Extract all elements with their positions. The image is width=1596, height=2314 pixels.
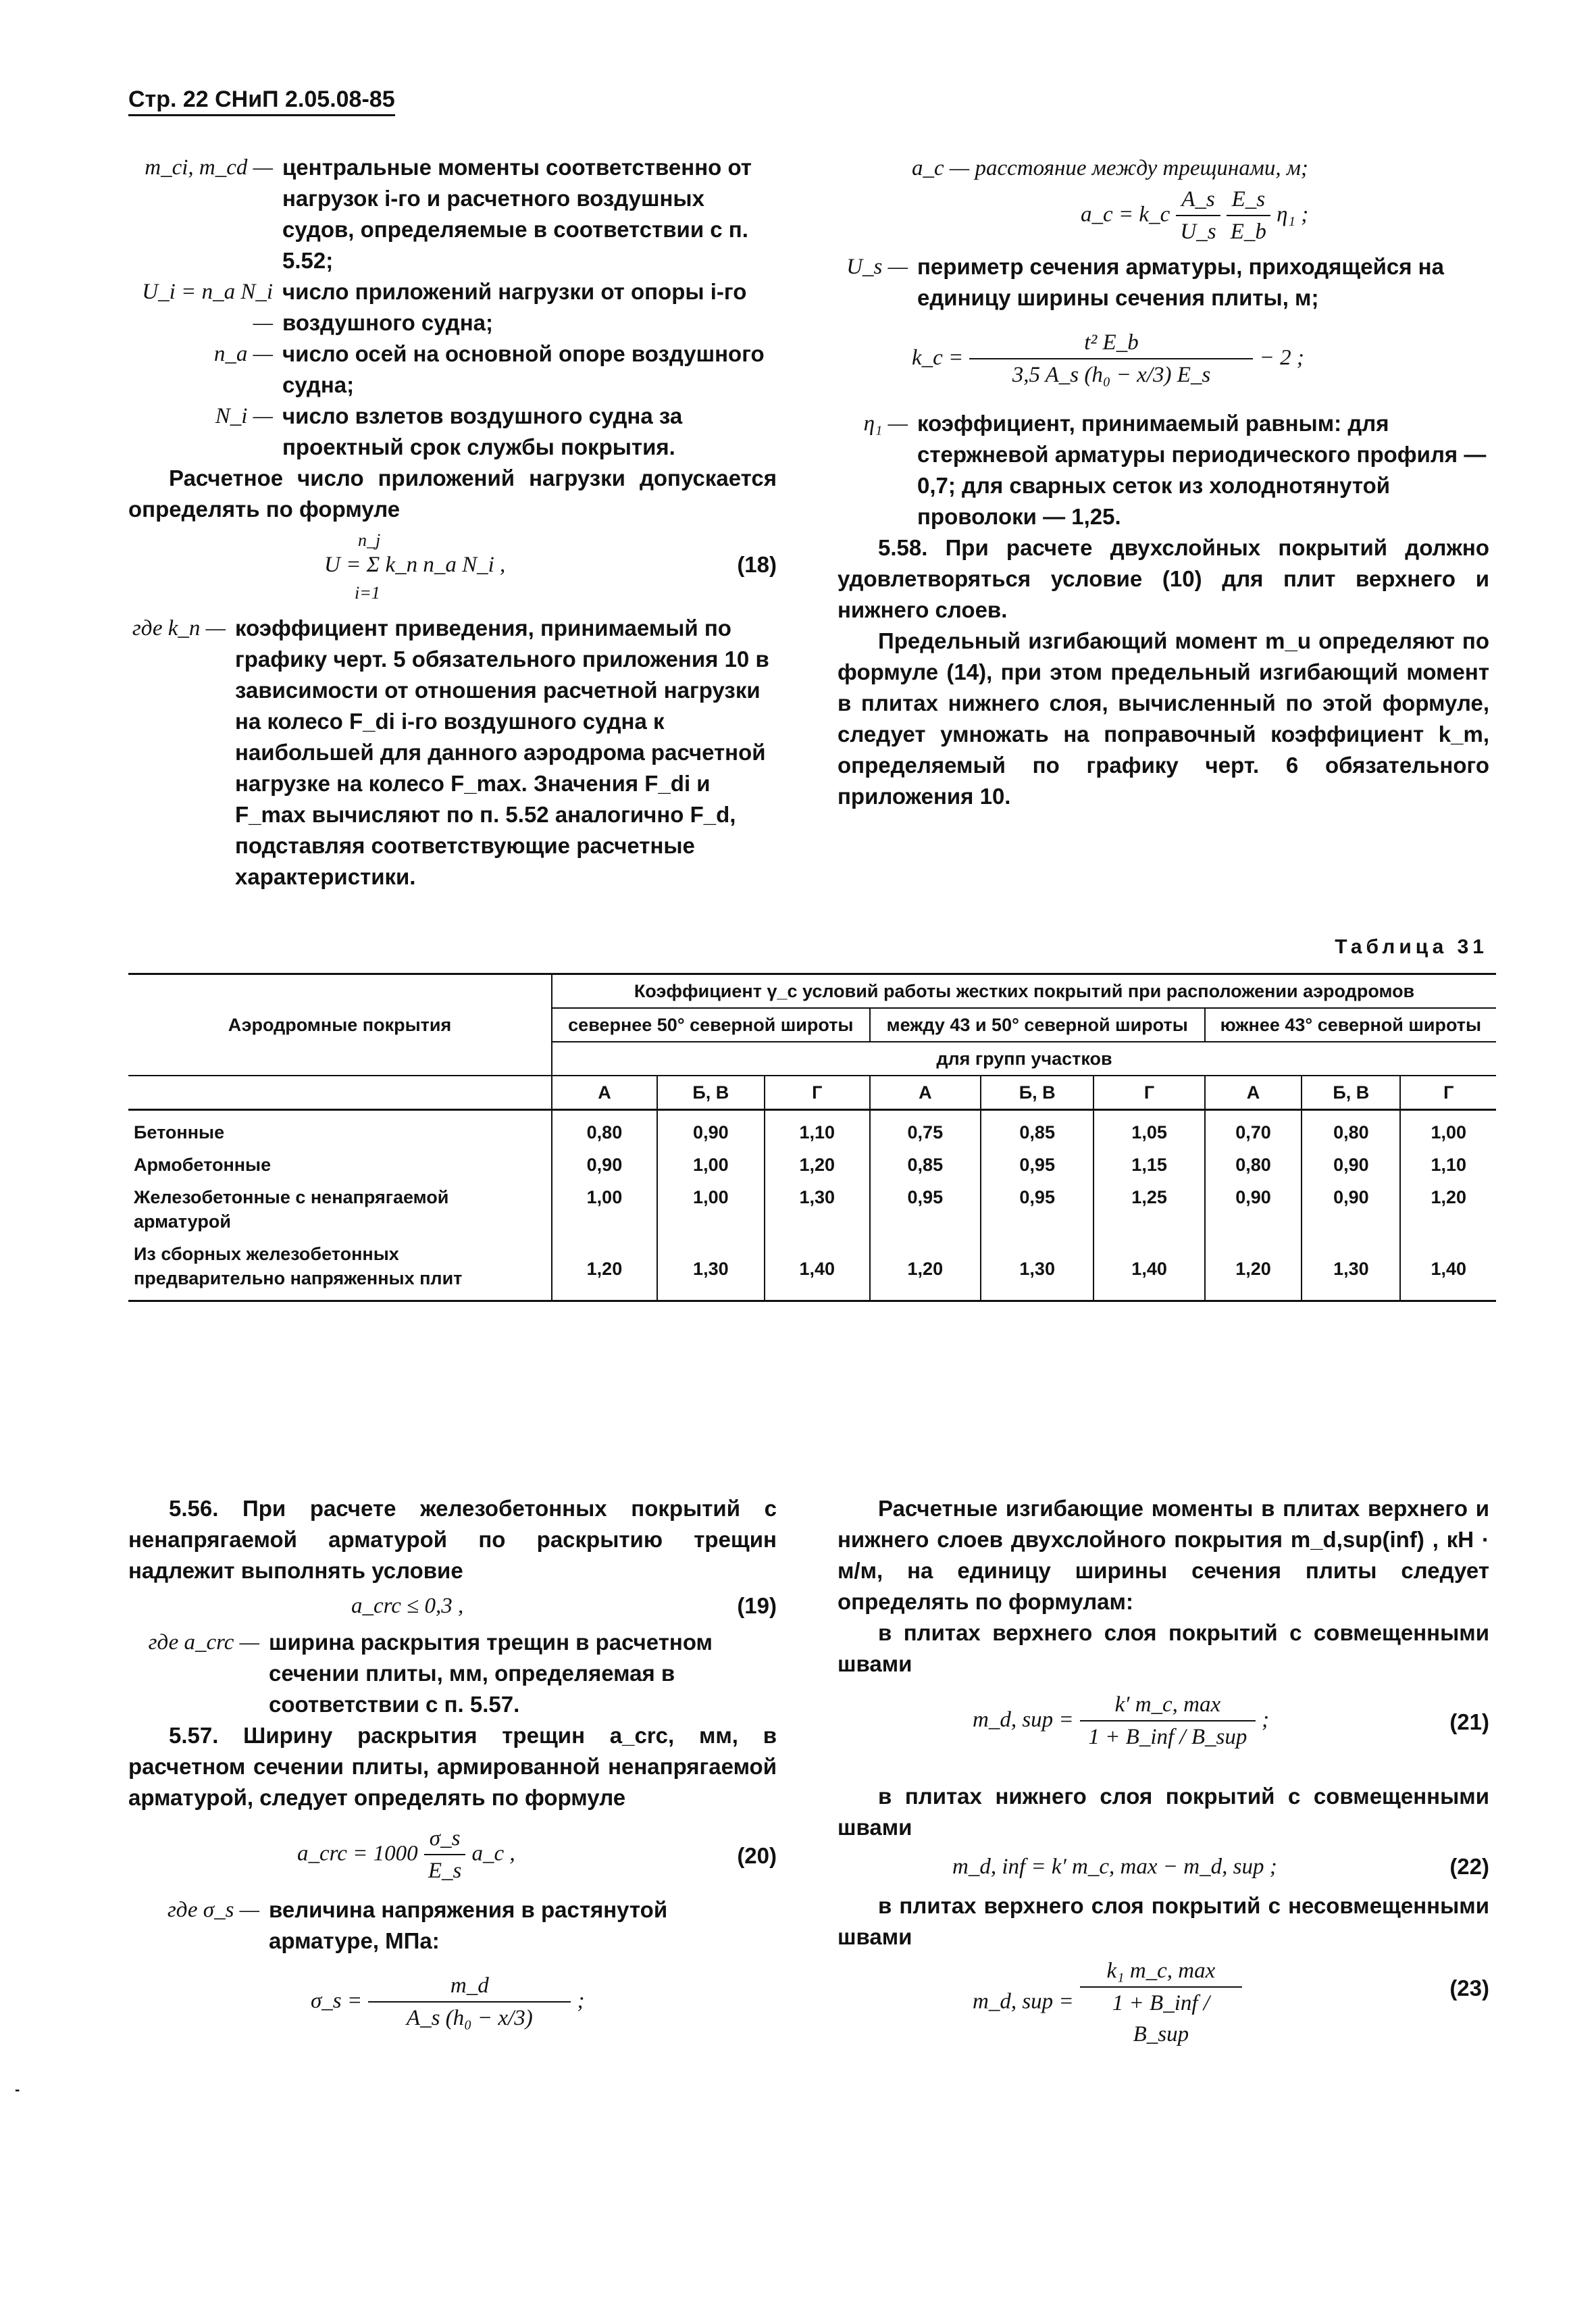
def-text: центральные моменты соответственно от нагрузок i-го и расчетного воздушных судов, определяемые в соответствии с п. 5.52; bbox=[282, 155, 752, 273]
table-cell: 1,00 bbox=[1400, 1110, 1496, 1149]
table-cell: 1,20 bbox=[1400, 1181, 1496, 1238]
zone-header-south: южнее 43° северной широты bbox=[1205, 1008, 1496, 1042]
table-main-header: Коэффициент γ_c условий работы жестких покрытий при расположении аэродромов bbox=[552, 974, 1496, 1009]
table-cell: 0,90 bbox=[1302, 1149, 1400, 1181]
table-row bbox=[128, 1149, 1496, 1181]
paragraph-upper-combined: в плитах верхнего слоя покрытий с совмещенными швами bbox=[838, 1620, 1489, 1676]
left-bottom-column bbox=[128, 1493, 777, 2051]
fraction-denominator: U_s bbox=[1180, 220, 1216, 244]
formula-sigma-tail: ; bbox=[577, 1988, 585, 2013]
group-g: Г bbox=[1400, 1076, 1496, 1110]
table-cell: 0,90 bbox=[657, 1110, 765, 1149]
fraction-denominator: 1 + B_inf / B_sup bbox=[1112, 1991, 1210, 2046]
def-symbol: N_i — bbox=[215, 404, 273, 428]
fraction-denominator: 3,5 A_s (h₀ − x/3) E_s bbox=[1012, 363, 1211, 387]
def-ui bbox=[128, 276, 777, 338]
table-cell: 0,80 bbox=[1302, 1110, 1400, 1149]
def-kn bbox=[128, 613, 777, 892]
row-label: Железобетонные с ненапрягаемой арматурой bbox=[134, 1187, 449, 1232]
table-cell: 1,10 bbox=[1400, 1149, 1496, 1181]
table-row bbox=[128, 1110, 1496, 1149]
paragraph-lower-combined: в плитах нижнего слоя покрытий с совмещенными швами bbox=[838, 1784, 1489, 1840]
group-g: Г bbox=[765, 1076, 870, 1110]
table-cell: 0,85 bbox=[981, 1110, 1093, 1149]
formula-kc bbox=[838, 313, 1489, 408]
def-symbol: n_a — bbox=[213, 342, 273, 366]
row-label: Бетонные bbox=[134, 1122, 225, 1142]
paragraph-5-58: 5.58. При расчете двухслойных покрытий должно удовлетворяться условие (10) для плит верхнего и нижнего слоев. bbox=[838, 535, 1489, 622]
def-eta bbox=[838, 408, 1489, 532]
equation-number-22: (22) bbox=[1449, 1854, 1489, 1879]
fraction-kc bbox=[969, 327, 1253, 391]
def-text: ширина раскрытия трещин в расчетном сечении плиты, мм, определяемая в соответствии с п. 5.57. bbox=[269, 1630, 713, 1717]
left-top-column bbox=[128, 152, 777, 892]
table-cell: 0,90 bbox=[552, 1149, 657, 1181]
paragraph-5-57: 5.57. Ширину раскрытия трещин a_crc, мм, в расчетном сечении плиты, армированной ненапрягаемой арматурой, следует определять по формуле bbox=[128, 1723, 777, 1810]
page-header: Стр. 22 СНиП 2.05.08-85 bbox=[128, 86, 395, 116]
def-symbol: U_s — bbox=[846, 255, 908, 279]
table-title: Таблица 31 bbox=[1335, 936, 1488, 958]
def-symbol: где k_n — bbox=[132, 616, 226, 640]
def-acrc bbox=[128, 1627, 777, 1720]
def-text: число осей на основной опоре воздушного судна; bbox=[282, 341, 765, 397]
table-cell: 1,30 bbox=[765, 1181, 870, 1238]
def-mci bbox=[128, 152, 777, 276]
formula-kc-lhs: k_c = bbox=[912, 345, 964, 370]
formula-21 bbox=[838, 1680, 1489, 1781]
formula-22 bbox=[838, 1843, 1489, 1890]
table-cell: 1,40 bbox=[1093, 1238, 1204, 1301]
formula-19-body: a_crc ≤ 0,3 , bbox=[351, 1594, 464, 1618]
margin-mark: - bbox=[15, 2081, 20, 2098]
formula-21-body bbox=[973, 1689, 1269, 1753]
def-ni bbox=[128, 401, 777, 463]
formula-23-lhs: m_d, sup = bbox=[973, 1989, 1074, 2014]
zone-header-north: севернее 50° северной широты bbox=[552, 1008, 870, 1042]
formula-ac bbox=[838, 184, 1489, 251]
row-label: Из сборных железобетонных предварительно напряженных плит bbox=[128, 1238, 552, 1301]
def-us bbox=[838, 251, 1489, 313]
group-bv: Б, В bbox=[1302, 1076, 1400, 1110]
fraction-es-eb bbox=[1227, 184, 1270, 247]
fraction-23 bbox=[1080, 1955, 1242, 2050]
fraction-numerator: t² E_b bbox=[969, 327, 1253, 359]
table-cell: 1,00 bbox=[657, 1181, 765, 1238]
def-symbol: где σ_s — bbox=[167, 1898, 259, 1922]
table-cell: 0,80 bbox=[552, 1110, 657, 1149]
table-col0-header: Аэродромные покрытия bbox=[128, 974, 552, 1076]
sum-upper-limit: n_j bbox=[358, 530, 381, 550]
group-a: А bbox=[1205, 1076, 1302, 1110]
fraction-numerator: k′ m_c, max bbox=[1080, 1689, 1256, 1721]
group-a: А bbox=[870, 1076, 981, 1110]
formula-ac-body bbox=[1081, 184, 1308, 247]
fraction-sigma bbox=[368, 1970, 571, 2034]
table-cell: 1,25 bbox=[1093, 1181, 1204, 1238]
table-cell: 1,40 bbox=[765, 1238, 870, 1301]
paragraph-5-56: 5.56. При расчете железобетонных покрытий с ненапрягаемой арматурой по раскрытию трещин надлежит выполнять условие bbox=[128, 1496, 777, 1583]
formula-22-body: m_d, inf = k′ m_c, max − m_d, sup ; bbox=[952, 1855, 1277, 1879]
formula-kc-body bbox=[912, 327, 1304, 391]
group-g: Г bbox=[1093, 1076, 1204, 1110]
def-symbol: m_ci, m_cd — bbox=[145, 155, 273, 180]
def-sigma bbox=[128, 1894, 777, 1957]
table-cell: 1,10 bbox=[765, 1110, 870, 1149]
row-label: Армобетонные bbox=[134, 1155, 272, 1175]
formula-20-lhs: a_crc = 1000 bbox=[297, 1841, 418, 1866]
formula-23 bbox=[838, 1953, 1489, 2054]
formula-ac-lhs: a_c = k_c bbox=[1081, 202, 1170, 227]
fraction-21 bbox=[1080, 1689, 1256, 1753]
table-cell: 0,90 bbox=[1205, 1181, 1302, 1238]
fraction-denominator: E_b bbox=[1230, 220, 1266, 244]
table-cell: 0,95 bbox=[870, 1181, 981, 1238]
def-na bbox=[128, 338, 777, 401]
formula-18 bbox=[128, 525, 777, 613]
groups-header: для групп участков bbox=[552, 1042, 1496, 1076]
formula-18-body: U = Σ k_n n_a N_i , bbox=[324, 553, 506, 577]
table-cell: 1,00 bbox=[657, 1149, 765, 1181]
formula-21-tail: ; bbox=[1262, 1707, 1270, 1732]
table-groups-row bbox=[128, 1076, 1496, 1110]
fraction-as-us bbox=[1176, 184, 1220, 247]
fraction-sigma-es bbox=[424, 1823, 466, 1886]
fraction-numerator: σ_s bbox=[424, 1823, 466, 1855]
paragraph-upper-separate: в плитах верхнего слоя покрытий с несовмещенными швами bbox=[838, 1893, 1489, 1949]
def-text: число приложений нагрузки от опоры i-го воздушного судна; bbox=[282, 279, 747, 335]
table-31 bbox=[128, 973, 1496, 1302]
def-symbol: η₁ — bbox=[863, 411, 908, 436]
paragraph-moments-intro: Расчетные изгибающие моменты в плитах верхнего и нижнего слоев двухслойного покрытия m_d,sup(inf) , кН · м/м, на единицу ширины сечения плиты следует определять по формулам: bbox=[838, 1496, 1489, 1614]
formula-20-body bbox=[297, 1823, 515, 1886]
paragraph-5-58b: Предельный изгибающий момент m_u определяют по формуле (14), при этом предельный изгибающий момент в плитах нижнего слоя, вычисленный по этой формуле, следует умножать на поправочный коэффициент k_m, определяемый по графику черт. 6 обязательного приложения 10. bbox=[838, 628, 1489, 809]
table-cell: 0,90 bbox=[1302, 1181, 1400, 1238]
group-bv: Б, В bbox=[657, 1076, 765, 1110]
zone-header-middle: между 43 и 50° северной широты bbox=[870, 1008, 1205, 1042]
def-ac-text: a_c — расстояние между трещинами, м; bbox=[912, 156, 1308, 180]
table-cell: 0,95 bbox=[981, 1181, 1093, 1238]
table-cell: 1,20 bbox=[1205, 1238, 1302, 1301]
formula-ac-tail: η₁ ; bbox=[1277, 202, 1309, 227]
formula-sigma-lhs: σ_s = bbox=[311, 1988, 363, 2013]
formula-20 bbox=[128, 1813, 777, 1894]
def-symbol: U_i = n_a N_i — bbox=[142, 280, 273, 335]
sum-lower-limit: i=1 bbox=[355, 583, 380, 603]
table-cell: 0,70 bbox=[1205, 1110, 1302, 1149]
table-cell: 1,30 bbox=[1302, 1238, 1400, 1301]
equation-number-19: (19) bbox=[737, 1593, 777, 1618]
blank-cell bbox=[128, 1076, 552, 1110]
group-bv: Б, В bbox=[981, 1076, 1093, 1110]
table-row bbox=[128, 1181, 1496, 1238]
formula-19 bbox=[128, 1586, 777, 1627]
equation-number-23: (23) bbox=[1449, 1976, 1489, 2001]
fraction-denominator: A_s (h₀ − x/3) bbox=[406, 2006, 533, 2030]
table-cell: 1,30 bbox=[981, 1238, 1093, 1301]
table-header-row bbox=[128, 974, 1496, 1009]
def-text: периметр сечения арматуры, приходящейся на единицу ширины сечения плиты, м; bbox=[917, 254, 1444, 310]
equation-number-18: (18) bbox=[737, 552, 777, 577]
equation-number-20: (20) bbox=[737, 1843, 777, 1868]
table-row bbox=[128, 1238, 1496, 1301]
table-cell: 0,75 bbox=[870, 1110, 981, 1149]
table-cell: 1,05 bbox=[1093, 1110, 1204, 1149]
formula-sigma-body bbox=[311, 1970, 584, 2034]
fraction-numerator: A_s bbox=[1176, 184, 1220, 216]
equation-number-21: (21) bbox=[1449, 1709, 1489, 1734]
table-cell: 1,00 bbox=[552, 1181, 657, 1238]
def-ac bbox=[838, 152, 1489, 184]
table-cell: 0,95 bbox=[981, 1149, 1093, 1181]
fraction-denominator: 1 + B_inf / B_sup bbox=[1088, 1725, 1247, 1749]
table-cell: 1,20 bbox=[765, 1149, 870, 1181]
table-cell: 0,80 bbox=[1205, 1149, 1302, 1181]
right-top-column bbox=[838, 152, 1489, 812]
def-text: коэффициент, принимаемый равным: для стержневой арматуры периодического профиля — 0,7; для сварных сеток из холоднотянутой проволоки — 1,25. bbox=[917, 411, 1487, 529]
table-cell: 0,85 bbox=[870, 1149, 981, 1181]
table-cell: 1,20 bbox=[870, 1238, 981, 1301]
group-a: А bbox=[552, 1076, 657, 1110]
fraction-numerator: k₁ m_c, max bbox=[1080, 1955, 1242, 1988]
formula-kc-tail: − 2 ; bbox=[1259, 345, 1304, 370]
table-cell: 1,40 bbox=[1400, 1238, 1496, 1301]
table-cell: 1,30 bbox=[657, 1238, 765, 1301]
def-text: число взлетов воздушного судна за проектный срок службы покрытия. bbox=[282, 403, 683, 459]
formula-21-lhs: m_d, sup = bbox=[973, 1707, 1074, 1732]
table-cell: 1,20 bbox=[552, 1238, 657, 1301]
table-cell: 1,15 bbox=[1093, 1149, 1204, 1181]
def-text: коэффициент приведения, принимаемый по графику черт. 5 обязательного приложения 10 в зависимости от отношения расчетной нагрузки на колесо F_di i-го воздушного судна к наибольшей для данного аэродрома расчетной нагрузке на колесо F_max. Значения F_di и F_max вычисляют по п. 5.52 аналогично F_d, подставляя соответствующие расчетные характеристики. bbox=[235, 615, 769, 889]
formula-sigma bbox=[128, 1957, 777, 2051]
formula-23-body bbox=[973, 1955, 1242, 2050]
fraction-denominator: E_s bbox=[428, 1859, 462, 1883]
def-symbol: где a_crc — bbox=[148, 1630, 259, 1655]
fraction-numerator: E_s bbox=[1227, 184, 1270, 216]
paragraph-intro-18: Расчетное число приложений нагрузки допускается определять по формуле bbox=[128, 466, 777, 522]
right-bottom-column bbox=[838, 1493, 1489, 2054]
fraction-numerator: m_d bbox=[368, 1970, 571, 2003]
def-text: величина напряжения в растянутой арматуре, МПа: bbox=[269, 1897, 668, 1953]
formula-20-tail: a_c , bbox=[471, 1841, 515, 1866]
